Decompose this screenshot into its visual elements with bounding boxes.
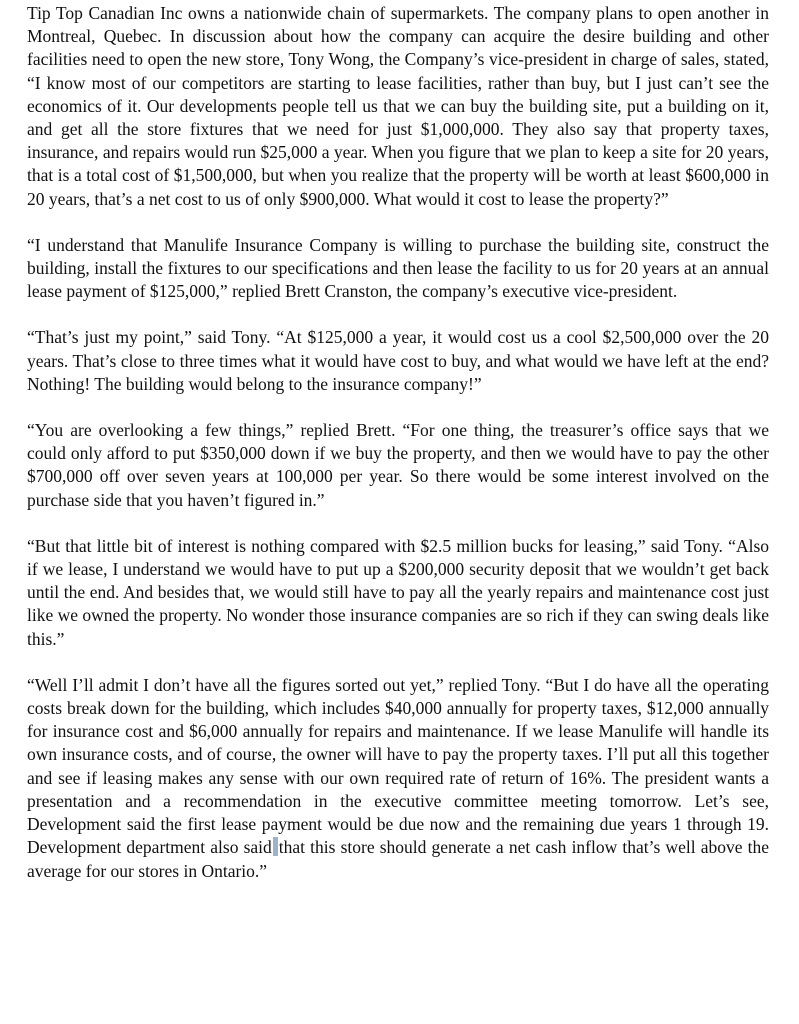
paragraph-2: “I understand that Manulife Insurance Company is willing to purchase the building site, construct the building, install the fixtures to our specifications and then lease the facility to us for 20 years at an annual lease payment of $125,000,” replied Brett Cranston, the company’s executive vice-president. bbox=[27, 234, 769, 302]
paragraph-6-text-after-cursor: that this store should generate a net cash inflow that’s well above the average for our stores in Ontario.” bbox=[27, 837, 769, 881]
text-cursor bbox=[273, 837, 278, 856]
paragraph-3: “That’s just my point,” said Tony. “At $125,000 a year, it would cost us a cool $2,500,000 over the 20 years. That’s close to three times what it would have cost to buy, and what would we have left at the end? Nothing! The building would belong to the insurance company!” bbox=[27, 327, 769, 394]
paragraph-1: Tip Top Canadian Inc owns a nationwide chain of supermarkets. The company plans to open another in Montreal, Quebec. In discussion about how the company can acquire the desire building and other facilities need to open the new store, Tony Wong, the Company’s vice-president in charge of sales, stated, “I know most of our competitors are starting to lease facilities, rather than buy, but I just can’t see the economics of it. Our developments people tell us that we can buy the building site, put a building on it, and get all the store fixtures that we need for just $1,000,000. They also say that property taxes, insurance, and repairs would run $25,000 a year. When you figure that we plan to keep a site for 20 years, that is a total cost of $1,500,000, but when you realize that the property will be worth at least $600,000 in 20 years, that’s a net cost to us of only $900,000. What would it cost to lease the property?” bbox=[27, 3, 769, 209]
paragraph-5: “But that little bit of interest is nothing compared with $2.5 million bucks for leasing,” said Tony. “Also if we lease, I understand we would have to put up a $200,000 security deposit that we wouldn’t get back until the end. And besides that, we would still have to pay all the yearly repairs and maintenance cost just like we owned the property. No wonder those insurance companies are so rich if they can swing deals like this.” bbox=[27, 535, 769, 649]
document-body[interactable] bbox=[27, 2, 769, 883]
paragraph-4: “You are overlooking a few things,” replied Brett. “For one thing, the treasurer’s office says that we could only afford to put $350,000 down if we buy the property, and then we would have to pay the other $700,000 off over seven years at 100,000 per year. So there would be some interest involved on the purchase side that you haven’t figured in.” bbox=[27, 420, 769, 510]
paragraph-6 bbox=[27, 674, 769, 883]
paragraph-6-text-before-cursor: “Well I’ll admit I don’t have all the figures sorted out yet,” replied Tony. “But I do have all the operating costs break down for the building, which includes $40,000 annually for property taxes, $12,000 annually for insurance cost and $6,000 annually for repairs and maintenance. If we lease Manulife will handle its own insurance costs, and of course, the owner will have to pay the property taxes. I’ll put all this together and see if leasing makes any sense with our own required rate of return of 16%. The president wants a presentation and a recommendation in the executive committee meeting tomorrow. Let’s see, Development said the first lease payment would be due now and the remaining due years 1 through 19. Development department also said bbox=[27, 674, 769, 858]
